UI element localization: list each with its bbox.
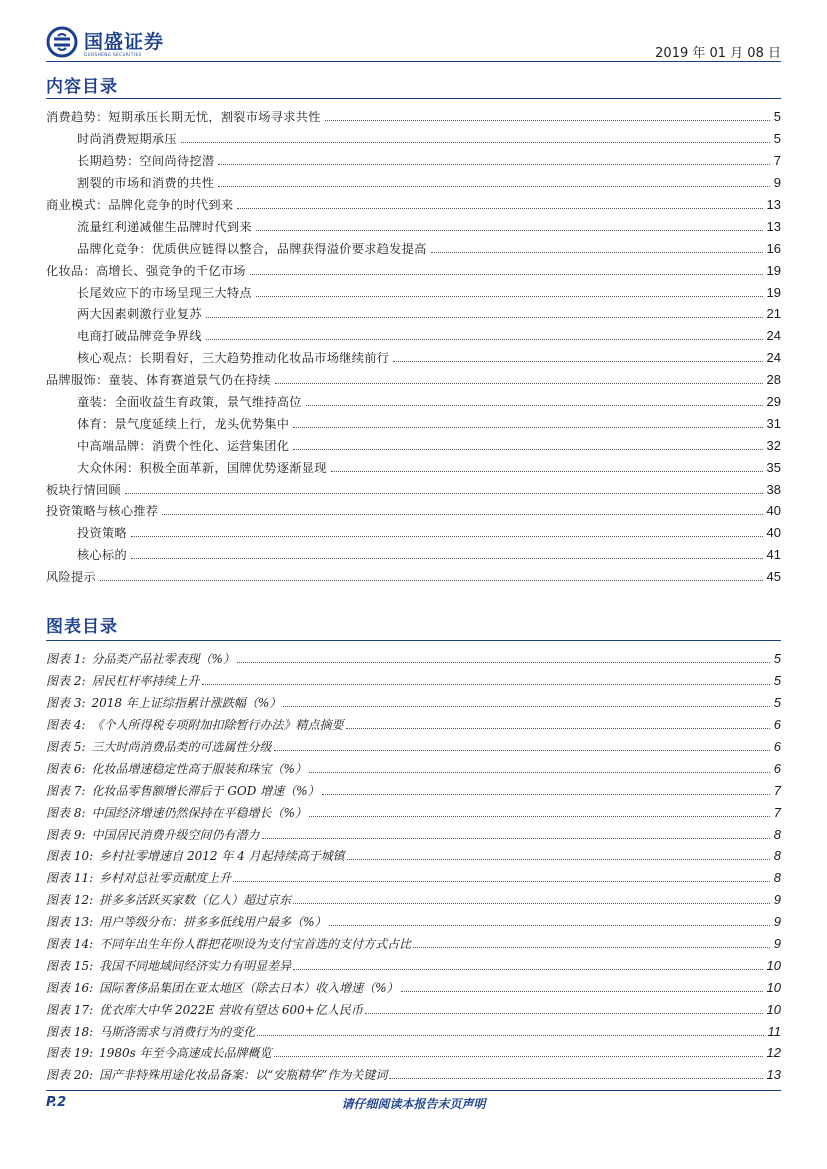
- figure-entry-label: 图表 1:: [46, 652, 86, 667]
- toc-leader-dots: [206, 339, 763, 340]
- brand-subtitle: GUOSHENG SECURITIES: [84, 52, 142, 57]
- toc-entry-page: 40: [766, 525, 781, 541]
- figure-entry-page: 5: [773, 651, 781, 667]
- toc-entry[interactable]: [46, 434, 781, 456]
- figure-entry[interactable]: [46, 976, 781, 998]
- toc-entry-title: 童装：全面收益生育政策，景气维持高位: [77, 395, 302, 410]
- figure-entry[interactable]: [46, 1042, 781, 1064]
- toc-leader-dots: [293, 449, 762, 450]
- figure-entry-page: 6: [773, 739, 781, 754]
- figure-entry-title: 优衣库大中华 2022E 营收有望达 600+亿人民币: [99, 1002, 363, 1017]
- figure-entry-title: 中国经济增速仍然保持在平稳增长（%）: [91, 805, 307, 820]
- figure-leader-dots: [283, 706, 770, 707]
- figure-entry-label: 图表 6:: [46, 761, 86, 776]
- figure-entry-page: 8: [773, 826, 781, 842]
- figure-leader-dots: [347, 859, 770, 860]
- toc-leader-dots: [325, 120, 770, 121]
- toc-leader-dots: [256, 230, 763, 231]
- toc-entry[interactable]: [46, 566, 781, 588]
- figure-entry[interactable]: [46, 779, 781, 801]
- toc-entry-title: 中高端品牌：消费个性化、运营集团化: [77, 438, 290, 453]
- figure-entry-label: 图表 2:: [46, 674, 86, 689]
- toc-leader-dots: [206, 317, 763, 318]
- figure-entry[interactable]: [46, 998, 781, 1020]
- toc-entry-page: 38: [766, 481, 781, 497]
- figures-heading-rule: [46, 640, 781, 641]
- toc-entry[interactable]: [46, 303, 781, 325]
- toc-entry[interactable]: [46, 237, 781, 259]
- toc-entry[interactable]: [46, 347, 781, 369]
- toc-entry-page: 40: [766, 503, 781, 519]
- toc-entry-page: 21: [766, 306, 781, 322]
- figure-entry-page: 7: [773, 804, 781, 820]
- toc-entry-title: 两大因素刺激行业复苏: [77, 307, 202, 322]
- toc-entry-title: 时尚消费短期承压: [77, 132, 177, 147]
- toc-entry-title: 投资策略与核心推荐: [46, 504, 159, 519]
- figure-entry-title: 用户等级分布：拼多多低线用户最多（%）: [99, 915, 327, 930]
- contents-heading: 内容目录: [46, 77, 118, 97]
- figure-entry[interactable]: [46, 736, 781, 758]
- figure-leader-dots: [346, 728, 770, 729]
- toc-leader-dots: [181, 142, 770, 143]
- figure-entry-page: 6: [773, 760, 781, 776]
- figure-entry-label: 图表 9:: [46, 827, 86, 842]
- toc-leader-dots: [331, 471, 763, 472]
- figure-entry-page: 7: [773, 782, 781, 798]
- toc-entry-title: 投资策略: [77, 526, 127, 541]
- toc-leader-dots: [131, 536, 763, 537]
- figure-entry[interactable]: [46, 911, 781, 933]
- toc-entry-page: 32: [766, 437, 781, 453]
- figure-leader-dots: [293, 903, 770, 904]
- toc-entry-title: 核心观点：长期看好，三大趋势推动化妆品市场继续前行: [77, 351, 390, 366]
- figure-leader-dots: [257, 1035, 763, 1036]
- figure-entry-title: 化妆品零售额增长滞后于 GOD 增速（%）: [91, 783, 320, 798]
- figure-entry-title: 三大时尚消费品类的可选属性分级: [91, 740, 272, 754]
- toc-entry-title: 电商打破品牌竞争界线: [77, 329, 202, 344]
- figure-entry-label: 图表 14:: [46, 937, 94, 952]
- figure-leader-dots: [309, 772, 770, 773]
- toc-entry-page: 13: [766, 218, 781, 234]
- figure-entry[interactable]: [46, 823, 781, 845]
- figure-entry[interactable]: [46, 757, 781, 779]
- toc-entry[interactable]: [46, 478, 781, 500]
- figure-leader-dots: [237, 662, 770, 663]
- figure-entry-page: 9: [773, 914, 781, 930]
- toc-entry[interactable]: [46, 106, 781, 128]
- toc-entry-title: 化妆品：高增长、强竞争的千亿市场: [46, 263, 246, 278]
- toc-entry-page: 28: [766, 372, 781, 388]
- figure-entry[interactable]: [46, 845, 781, 867]
- figure-leader-dots: [365, 1013, 763, 1014]
- toc-entry[interactable]: [46, 325, 781, 347]
- toc-entry-page: 45: [766, 569, 781, 585]
- figure-entry-label: 图表 13:: [46, 915, 94, 930]
- page-header: [46, 22, 781, 60]
- figure-entry[interactable]: [46, 1020, 781, 1042]
- figure-entry-title: 我国不同地域间经济实力有明显差异: [99, 958, 292, 973]
- toc-entry[interactable]: [46, 215, 781, 237]
- figure-entry-page: 6: [773, 717, 781, 733]
- toc-entry-page: 24: [766, 328, 781, 344]
- table-of-contents: [46, 106, 781, 588]
- figure-entry-page: 5: [773, 673, 781, 689]
- figure-entry[interactable]: [46, 648, 781, 670]
- figures-heading: 图表目录: [46, 617, 118, 637]
- toc-entry-title: 流量红利递减催生品牌时代到来: [77, 219, 252, 234]
- figure-entry-label: 图表 7:: [46, 783, 86, 798]
- figure-entry[interactable]: [46, 889, 781, 911]
- toc-entry[interactable]: [46, 369, 781, 391]
- figure-entry-page: 12: [766, 1045, 781, 1061]
- toc-leader-dots: [218, 186, 769, 187]
- figure-entry-label: 图表 18:: [46, 1024, 94, 1039]
- toc-leader-dots: [218, 164, 769, 165]
- figure-entry[interactable]: [46, 867, 781, 889]
- toc-entry-title: 品牌服饰：童装、体育赛道景气仍在持续: [46, 373, 271, 388]
- toc-entry-title: 割裂的市场和消费的共性: [77, 176, 215, 191]
- figure-entry-page: 9: [773, 892, 781, 908]
- figure-entry-page: 9: [773, 936, 781, 952]
- list-of-figures: [46, 648, 781, 1086]
- brand-logo-icon: [46, 26, 78, 58]
- toc-entry-page: 9: [773, 175, 781, 191]
- toc-entry-page: 35: [766, 459, 781, 475]
- figure-leader-dots: [293, 969, 762, 970]
- figure-leader-dots: [329, 925, 770, 926]
- figure-entry[interactable]: [46, 954, 781, 976]
- figure-entry-title: 国际奢侈品集团在亚太地区（除去日本）收入增速（%）: [99, 980, 399, 995]
- disclaimer-note: 请仔细阅读本报告末页声明: [341, 1097, 486, 1111]
- figure-entry-page: 10: [766, 979, 781, 995]
- toc-entry-page: 41: [766, 547, 781, 563]
- toc-entry[interactable]: [46, 391, 781, 413]
- figure-leader-dots: [262, 838, 770, 839]
- figure-entry-label: 图表 11:: [46, 871, 94, 886]
- footer-rule: [46, 1090, 781, 1091]
- toc-entry-page: 16: [766, 240, 781, 256]
- toc-entry-title: 商业模式：品牌化竞争的时代到来: [46, 198, 234, 212]
- toc-entry-title: 品牌化竞争：优质供应链得以整合，品牌获得溢价要求趋发提高: [77, 241, 427, 256]
- toc-entry-title: 长期趋势：空间尚待挖潜: [77, 154, 215, 169]
- figure-leader-dots: [401, 991, 763, 992]
- figure-entry-page: 10: [766, 1001, 781, 1017]
- figure-entry-title: 拼多多活跃买家数（亿人）超过京东: [99, 893, 292, 908]
- figure-entry-title: 乡村社零增速自 2012 年 4 月起持续高于城镇: [99, 849, 345, 864]
- toc-entry[interactable]: [46, 522, 781, 544]
- figure-entry-title: 化妆品增速稳定性高于服装和珠宝（%）: [91, 761, 307, 776]
- toc-leader-dots: [237, 208, 762, 209]
- figure-entry-page: 11: [767, 1023, 781, 1039]
- figure-entry-page: 10: [766, 957, 781, 973]
- figure-entry-page: 5: [773, 695, 781, 711]
- figure-entry-title: 居民杠杆率持续上升: [91, 674, 200, 689]
- figure-leader-dots: [274, 750, 770, 751]
- toc-leader-dots: [131, 558, 763, 559]
- toc-entry[interactable]: [46, 128, 781, 150]
- toc-leader-dots: [306, 405, 763, 406]
- figure-leader-dots: [309, 816, 770, 817]
- toc-leader-dots: [293, 427, 762, 428]
- figure-entry-page: 8: [773, 870, 781, 886]
- toc-entry-title: 长尾效应下的市场呈现三大特点: [77, 285, 252, 300]
- contents-heading-rule: [46, 98, 781, 99]
- toc-leader-dots: [125, 493, 763, 494]
- figure-entry-label: 图表 12:: [46, 893, 94, 908]
- figure-entry-label: 图表 20:: [46, 1068, 94, 1083]
- figure-leader-dots: [274, 1056, 763, 1057]
- toc-leader-dots: [431, 252, 763, 253]
- figure-leader-dots: [233, 881, 770, 882]
- figure-entry-title: 1980s 年至今高速成长品牌概览: [99, 1046, 272, 1061]
- toc-leader-dots: [162, 514, 762, 515]
- toc-entry[interactable]: [46, 281, 781, 303]
- figure-entry-label: 图表 3:: [46, 696, 86, 711]
- toc-leader-dots: [275, 383, 763, 384]
- figure-entry[interactable]: [46, 933, 781, 955]
- figure-entry-title: 国产非特殊用途化妆品备案：以“安瓶精华”作为关键词: [99, 1068, 388, 1083]
- figure-entry-label: 图表 16:: [46, 980, 94, 995]
- toc-entry-page: 19: [766, 284, 781, 300]
- toc-entry-page: 24: [766, 350, 781, 366]
- figure-leader-dots: [413, 947, 770, 948]
- figure-entry-title: 马斯洛需求与消费行为的变化: [99, 1024, 256, 1039]
- figure-entry-label: 图表 17:: [46, 1002, 94, 1017]
- figure-entry-label: 图表 4:: [46, 718, 86, 733]
- figure-entry-label: 图表 5:: [46, 740, 86, 754]
- toc-entry-title: 大众休闲：积极全面革新，国牌优势逐渐显现: [77, 460, 327, 475]
- figure-leader-dots: [202, 684, 770, 685]
- toc-entry-page: 19: [766, 262, 781, 278]
- toc-entry-page: 5: [773, 131, 781, 147]
- toc-entry-page: 13: [766, 197, 781, 212]
- toc-leader-dots: [393, 361, 762, 362]
- toc-entry-title: 体育：景气度延续上行，龙头优势集中: [77, 416, 290, 431]
- toc-entry-page: 7: [773, 153, 781, 169]
- toc-entry-page: 5: [773, 109, 781, 125]
- report-date: 2019 年 01 月 08 日: [655, 46, 781, 61]
- header-rule: [46, 61, 781, 62]
- figure-entry-label: 图表 15:: [46, 958, 94, 973]
- figure-entry-label: 图表 8:: [46, 805, 86, 820]
- toc-entry[interactable]: [46, 259, 781, 281]
- figure-entry[interactable]: [46, 670, 781, 692]
- toc-entry-title: 板块行情回顾: [46, 482, 121, 497]
- toc-entry[interactable]: [46, 194, 781, 216]
- figure-entry[interactable]: [46, 801, 781, 823]
- brand-name: 国盛证券: [84, 31, 165, 53]
- toc-entry-page: 29: [766, 394, 781, 410]
- toc-leader-dots: [256, 296, 763, 297]
- figure-entry[interactable]: [46, 714, 781, 736]
- toc-entry-title: 核心标的: [77, 548, 127, 563]
- toc-entry[interactable]: [46, 172, 781, 194]
- toc-entry[interactable]: [46, 150, 781, 172]
- toc-entry[interactable]: [46, 456, 781, 478]
- figure-entry-title: 2018 年上证综指累计涨跌幅（%）: [91, 696, 282, 711]
- figure-entry-label: 图表 19:: [46, 1046, 94, 1061]
- figure-entry[interactable]: [46, 692, 781, 714]
- toc-entry-title: 风险提示: [46, 570, 96, 585]
- figure-entry[interactable]: [46, 1064, 781, 1086]
- figure-entry-page: 13: [766, 1067, 781, 1083]
- figure-entry-title: 不同年出生年份人群把花呗设为支付宝首选的支付方式占比: [99, 937, 412, 952]
- figure-leader-dots: [322, 794, 770, 795]
- toc-entry-page: 31: [766, 415, 781, 431]
- toc-entry[interactable]: [46, 500, 781, 522]
- figure-entry-title: 分品类产品社零表现（%）: [91, 652, 235, 667]
- toc-leader-dots: [100, 580, 763, 581]
- figure-entry-title: 《个人所得税专项附加扣除暂行办法》精点摘要: [91, 718, 344, 733]
- page-number: P.2: [46, 1095, 67, 1110]
- toc-leader-dots: [250, 274, 763, 275]
- toc-entry-title: 消费趋势：短期承压长期无忧，割裂市场寻求共性: [46, 110, 321, 125]
- toc-entry[interactable]: [46, 412, 781, 434]
- toc-entry[interactable]: [46, 544, 781, 566]
- figure-entry-page: 8: [773, 848, 781, 864]
- figure-entry-title: 乡村对总社零贡献度上升: [99, 871, 232, 886]
- figure-leader-dots: [389, 1078, 762, 1079]
- figure-entry-title: 中国居民消费升级空间仍有潜力: [91, 827, 260, 842]
- figure-entry-label: 图表 10:: [46, 849, 94, 864]
